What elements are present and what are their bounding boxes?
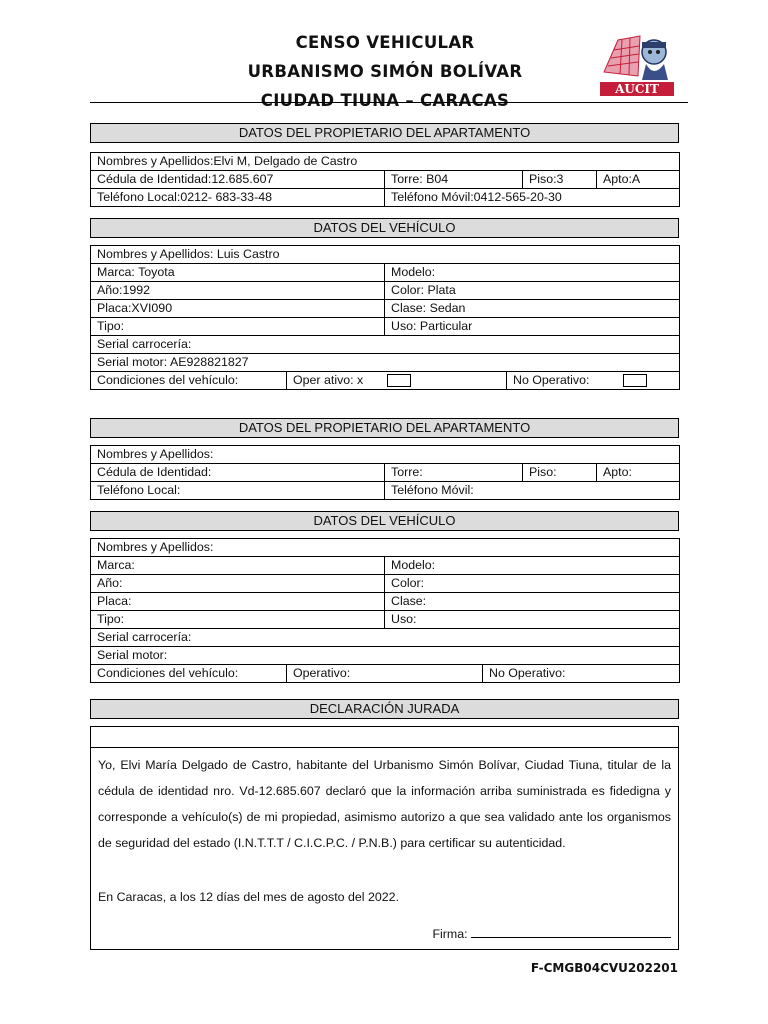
vehicle-color-blank: Color: — [385, 575, 680, 593]
owner-local-phone: Teléfono Local:0212- 683-33-48 — [91, 189, 385, 207]
signature-field[interactable] — [432, 927, 671, 941]
vehicle-use-blank: Uso: — [385, 611, 680, 629]
owner-table-blank — [90, 445, 680, 500]
vehicle-not-operative-label-blank: No Operativo: — [483, 665, 680, 683]
declaration-box — [90, 726, 679, 950]
declaration-divider — [91, 747, 678, 748]
owner-id-blank: Cédula de Identidad: — [91, 464, 385, 482]
vehicle-condition-label-blank: Condiciones del vehículo: — [91, 665, 287, 683]
vehicle-owner-name-blank: Nombres y Apellidos: — [91, 539, 680, 557]
vehicle-engine-serial: Serial motor: AE928821827 — [91, 354, 680, 372]
vehicle-not-operative-cell — [507, 372, 680, 390]
header-location: CIUDAD TIUNA – CARACAS — [260, 91, 510, 110]
owner-id: Cédula de Identidad:12.685.607 — [91, 171, 385, 189]
section-vehicle-title: DATOS DEL VEHÍCULO — [90, 218, 679, 238]
vehicle-use: Uso: Particular — [385, 318, 680, 336]
signature-line[interactable] — [471, 927, 671, 938]
header-subtitle: URBANISMO SIMÓN BOLÍVAR — [247, 62, 523, 81]
vehicle-table-blank — [90, 538, 680, 683]
vehicle-type: Tipo: — [91, 318, 385, 336]
vehicle-body-serial: Serial carrocería: — [91, 336, 680, 354]
vehicle-plate: Placa:XVI090 — [91, 300, 385, 318]
owner-apartment: Apto:A — [597, 171, 680, 189]
owner-mobile-phone: Teléfono Móvil:0412-565-20-30 — [385, 189, 680, 207]
vehicle-year: Año:1992 — [91, 282, 385, 300]
section-declaration-title: DECLARACIÓN JURADA — [90, 699, 679, 719]
vehicle-condition-label: Condiciones del vehículo: — [91, 372, 287, 390]
owner-mobile-phone-blank: Teléfono Móvil: — [385, 482, 680, 500]
form-code: F-CMGB04CVU202201 — [530, 961, 678, 975]
vehicle-model: Modelo: — [385, 264, 680, 282]
owner-apartment-blank: Apto: — [597, 464, 680, 482]
vehicle-owner-name: Nombres y Apellidos: Luis Castro — [91, 246, 680, 264]
vehicle-not-operative-label: No Operativo: — [513, 373, 590, 387]
vehicle-body-serial-blank: Serial carrocería: — [91, 629, 680, 647]
header-divider — [90, 102, 688, 103]
section-owner-title: DATOS DEL PROPIETARIO DEL APARTAMENTO — [90, 123, 679, 143]
vehicle-year-blank: Año: — [91, 575, 385, 593]
owner-local-phone-blank: Teléfono Local: — [91, 482, 385, 500]
owner-tower: Torre: B04 — [385, 171, 523, 189]
section-vehicle-title-blank: DATOS DEL VEHÍCULO — [90, 511, 679, 531]
vehicle-model-blank: Modelo: — [385, 557, 680, 575]
vehicle-table — [90, 245, 680, 390]
vehicle-brand: Marca: Toyota — [91, 264, 385, 282]
vehicle-operative-label-blank: Operativo: — [287, 665, 483, 683]
vehicle-type-blank: Tipo: — [91, 611, 385, 629]
vehicle-plate-blank: Placa: — [91, 593, 385, 611]
owner-floor-blank: Piso: — [523, 464, 597, 482]
owner-table — [90, 152, 680, 207]
not-operative-checkbox[interactable] — [623, 374, 647, 387]
signature-label: Firma: — [432, 927, 468, 941]
declaration-text: Yo, Elvi María Delgado de Castro, habitante del Urbanismo Simón Bolívar, Ciudad Tiuna, titular de la cédula de identidad nro. Vd-12.685.607 declaró que la información arriba suministrada es fidedigna y corresponde a vehículo(s) de mi propiedad, asimismo autorizo a que sea validado ante los organismos de seguridad del estado (I.N.T.T.T / C.I.C.P.C. / P.N.B.) para certificar su autenticidad. — [98, 758, 671, 850]
aucit-logo — [598, 32, 676, 98]
declaration-place-date: En Caracas, a los 12 días del mes de agosto del 2022. — [98, 890, 400, 904]
header-title: CENSO VEHICULAR — [295, 33, 475, 52]
owner-name: Nombres y Apellidos:Elvi M, Delgado de Castro — [91, 153, 680, 171]
owner-floor: Piso:3 — [523, 171, 597, 189]
vehicle-color: Color: Plata — [385, 282, 680, 300]
vehicle-engine-serial-blank: Serial motor: — [91, 647, 680, 665]
vehicle-brand-blank: Marca: — [91, 557, 385, 575]
section-owner-title-blank: DATOS DEL PROPIETARIO DEL APARTAMENTO — [90, 418, 679, 438]
vehicle-operative-cell — [287, 372, 507, 390]
logo-text: AUCIT — [615, 82, 659, 96]
owner-name-blank: Nombres y Apellidos: — [91, 446, 680, 464]
vehicle-operative-label: Oper ativo: x — [293, 373, 364, 387]
operative-checkbox[interactable] — [387, 374, 411, 387]
vehicle-class-blank: Clase: — [385, 593, 680, 611]
owner-tower-blank: Torre: — [385, 464, 523, 482]
vehicle-class: Clase: Sedan — [385, 300, 680, 318]
